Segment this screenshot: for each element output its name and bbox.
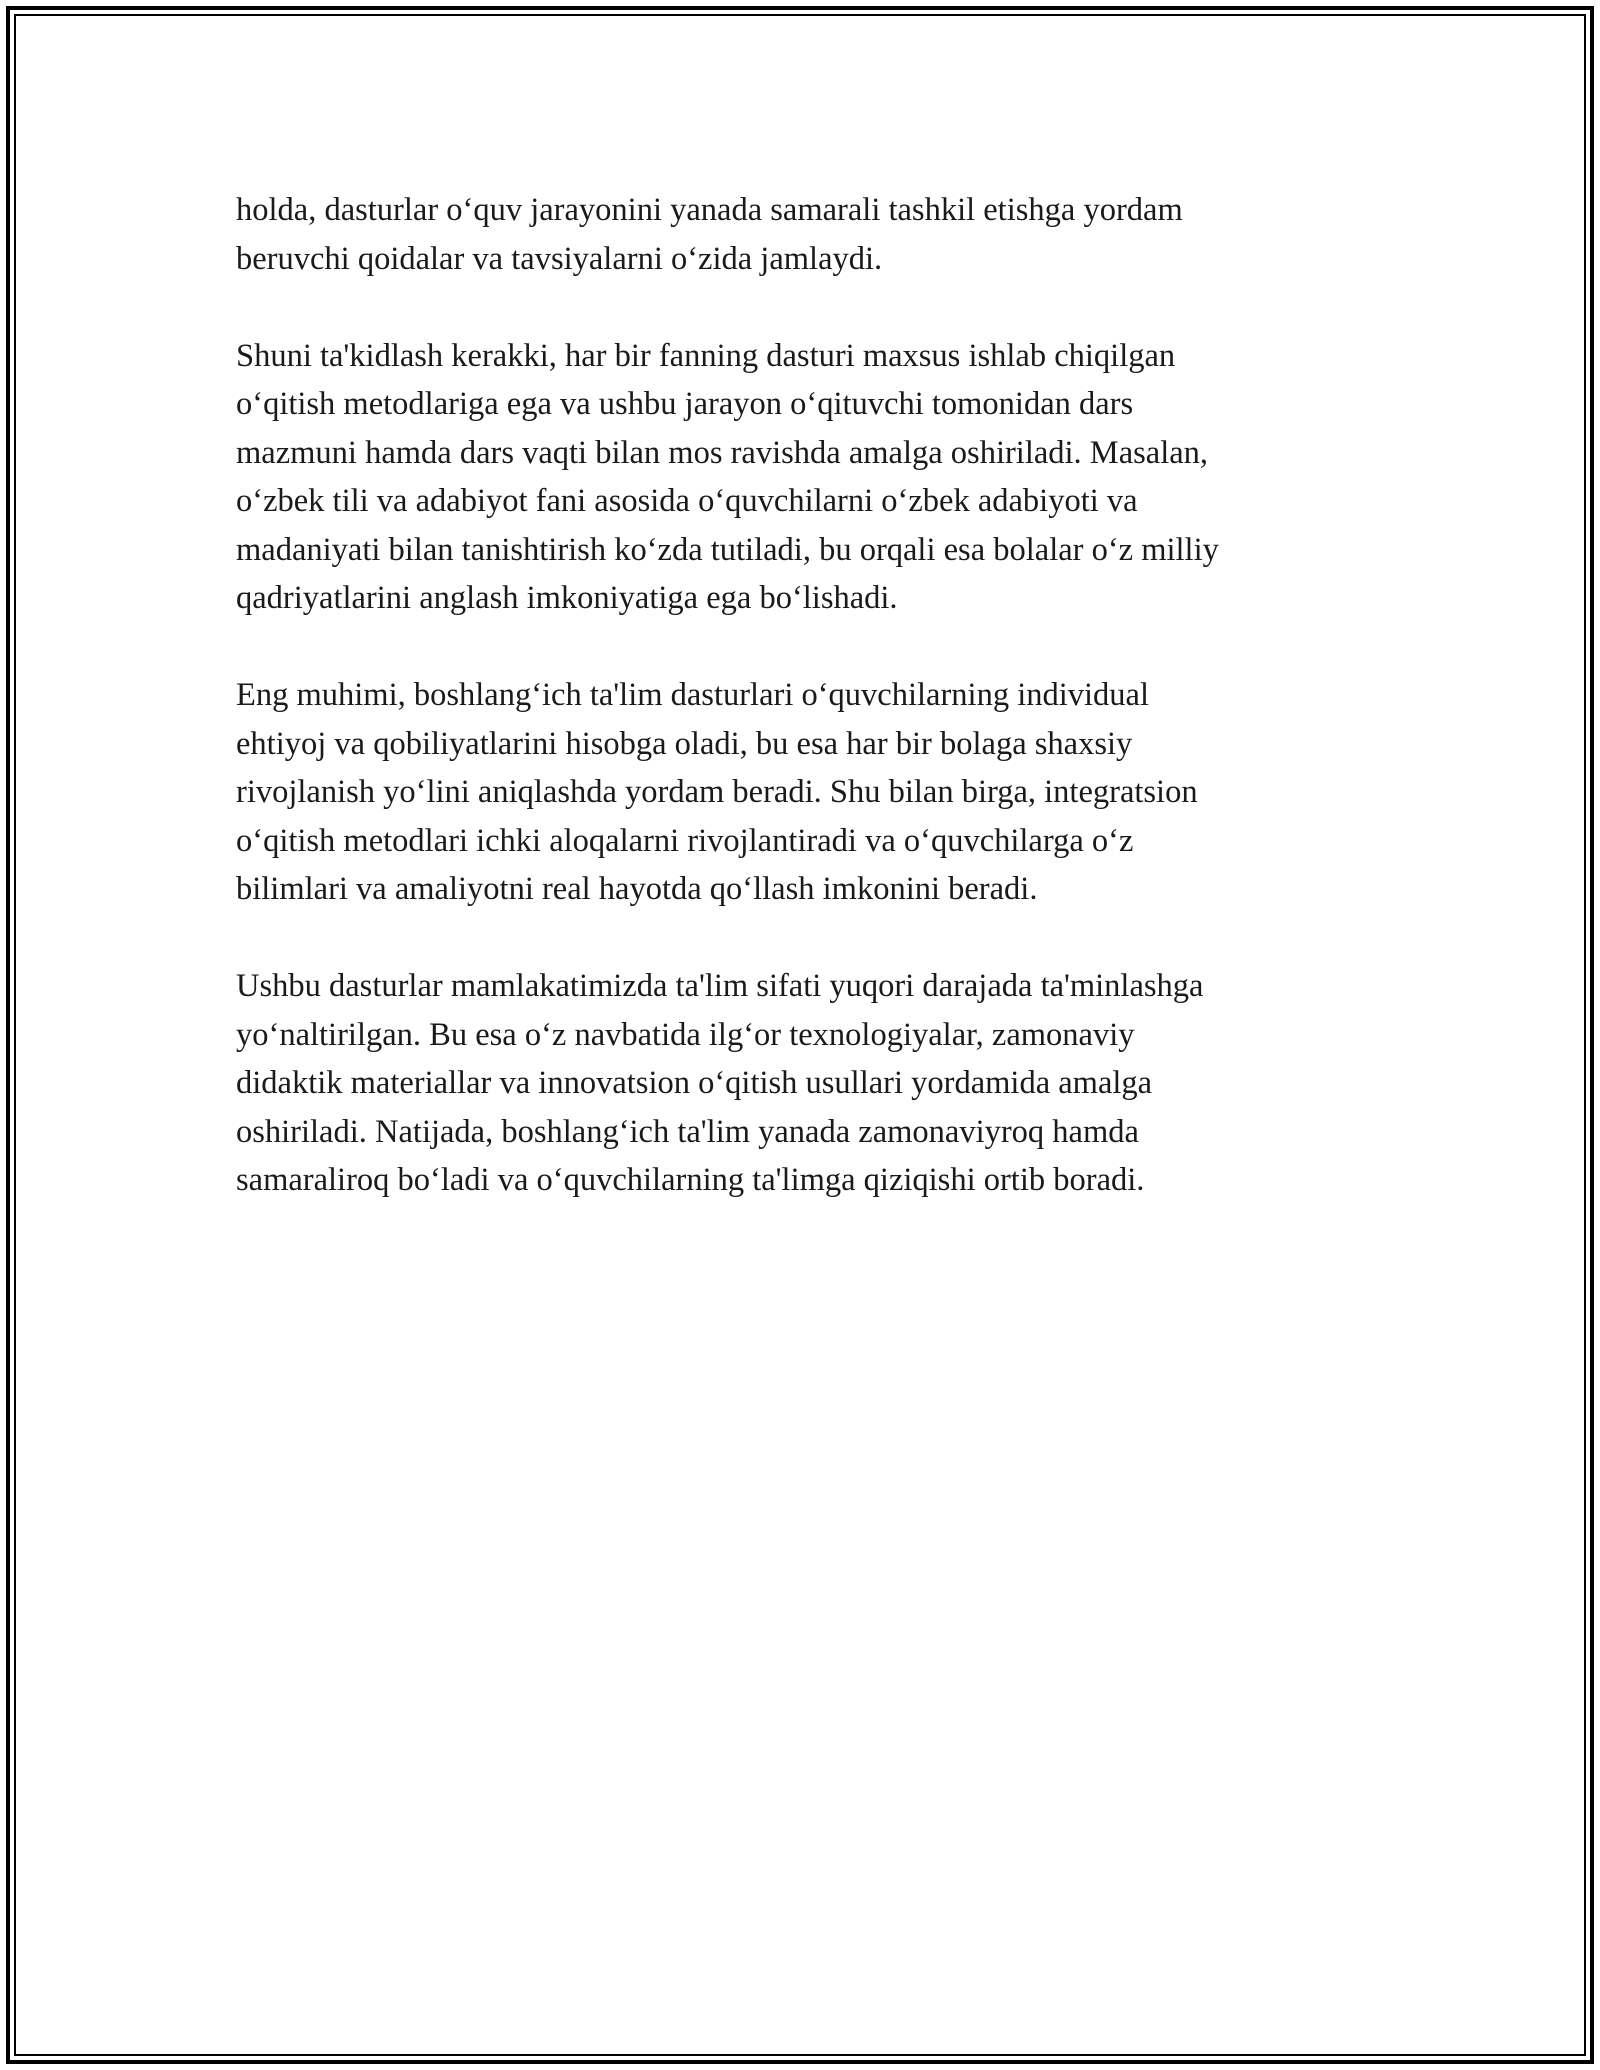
text-line: qadriyatlarini anglash imkoniyatiga ega bo‘lishadi. [236, 580, 898, 616]
text-line: holda, dasturlar o‘quv jarayonini yanada samarali tashkil etishga yordam [236, 192, 1183, 228]
text-line: Shuni ta'kidlash kerakki, har bir fanning dasturi maxsus ishlab chiqilgan [236, 337, 1176, 374]
paragraph-1 [236, 186, 1366, 283]
text-line: didaktik materiallar va innovatsion o‘qitish usullari yordamida amalga [236, 1065, 1153, 1101]
paragraph-4 [236, 962, 1366, 1205]
paragraph-3 [236, 671, 1366, 914]
text-line: madaniyati bilan tanishtirish ko‘zda tutiladi, bu orqali esa bolalar o‘z milliy [236, 531, 1219, 568]
text-line: ehtiyoj va qobiliyatlarini hisobga oladi, bu esa har bir bolaga shaxsiy [236, 725, 1133, 762]
document-body [236, 186, 1366, 1253]
text-line: samaraliroq bo‘ladi va o‘quvchilarning ta'limga qiziqishi ortib boradi. [236, 1162, 1145, 1198]
text-line: Eng muhimi, boshlang‘ich ta'lim dasturlari o‘quvchilarning individual [236, 677, 1149, 713]
paragraph-2 [236, 332, 1366, 623]
text-line: oshiriladi. Natijada, boshlang‘ich ta'lim yanada zamonaviyroq hamda [236, 1113, 1139, 1150]
text-line: o‘qitish metodlariga ega va ushbu jarayon o‘qituvchi tomonidan dars [236, 386, 1134, 422]
text-line: rivojlanish yo‘lini aniqlashda yordam beradi. Shu bilan birga, integratsion [236, 774, 1198, 810]
text-line: o‘qitish metodlari ichki aloqalarni rivojlantiradi va o‘quvchilarga o‘z [236, 822, 1134, 859]
text-line: mazmuni hamda dars vaqti bilan mos ravishda amalga oshiriladi. Masalan, [236, 434, 1209, 471]
text-line: yo‘naltirilgan. Bu esa o‘z navbatida ilg‘or texnologiyalar, zamonaviy [236, 1016, 1135, 1053]
text-line: o‘zbek tili va adabiyot fani asosida o‘quvchilarni o‘zbek adabiyoti va [236, 483, 1138, 519]
text-line: beruvchi qoidalar va tavsiyalarni o‘zida jamlaydi. [236, 240, 883, 277]
text-line: bilimlari va amaliyotni real hayotda qo‘llash imkonini beradi. [236, 871, 1038, 907]
text-line: Ushbu dasturlar mamlakatimizda ta'lim sifati yuqori darajada ta'minlashga [236, 968, 1204, 1004]
